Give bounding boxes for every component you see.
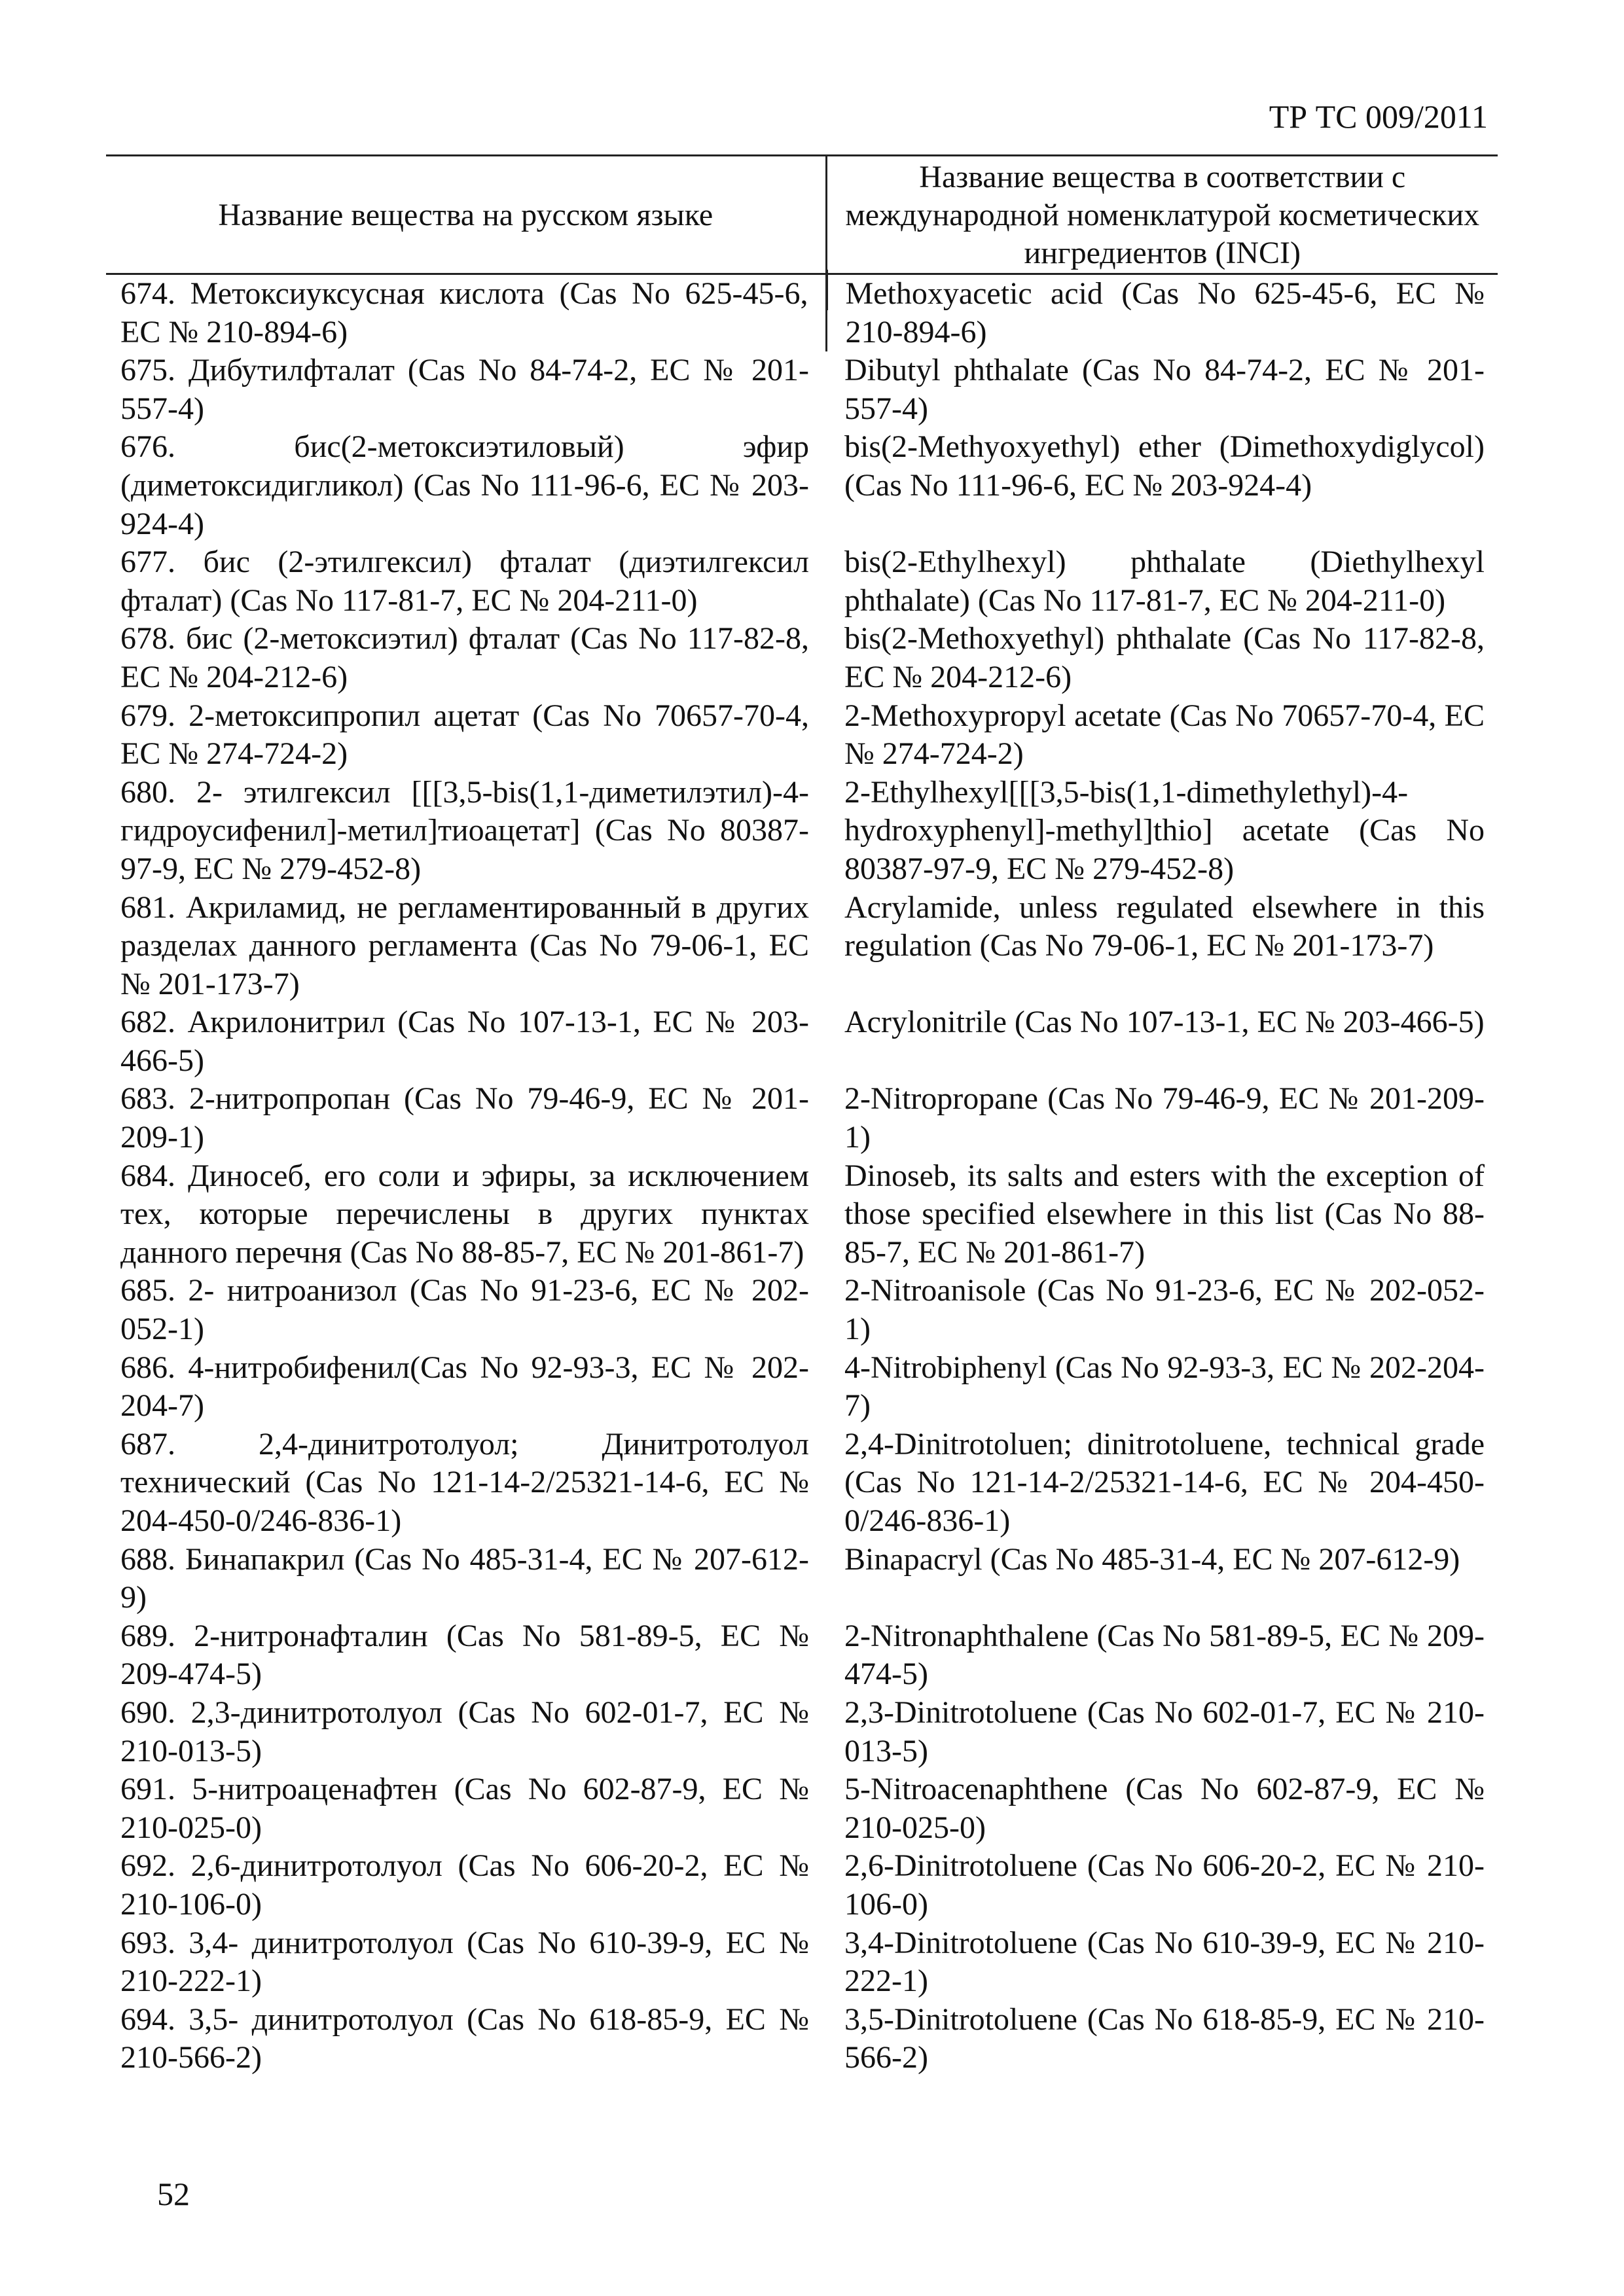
substances-table-container [106, 154, 1498, 2077]
substance-name-inci: 2,4-Dinitrotoluen; dinitrotoluene, technical grade (Cas No 121-14-2/25321-14-6, ЕС № 204-450-0/246-836-1) [844, 1426, 1485, 1538]
table-row [106, 889, 1498, 1004]
page-number: 52 [157, 2176, 190, 2212]
substance-name-russian: 690. 2,3-динитротолуол (Cas No 602-01-7, ЕС № 210-013-5) [120, 1695, 809, 1768]
table-row [106, 1924, 1498, 2001]
table-row [106, 620, 1498, 696]
table-row [106, 1541, 1498, 1617]
substance-name-russian: 685. 2- нитроанизол (Cas No 91-23-6, ЕС № 202-052-1) [120, 1273, 809, 1347]
table-row [106, 1003, 1498, 1080]
substance-name-russian: 678. бис (2-метоксиэтил) фталат (Cas No 117-82-8, ЕС № 204-212-6) [120, 621, 809, 694]
table-row [106, 1617, 1498, 1694]
substance-name-russian: 679. 2-метоксипропил ацетат (Cas No 70657-70-4, ЕС № 274-724-2) [120, 698, 809, 772]
table-row [106, 1157, 1498, 1272]
substance-name-inci: 2-Nitropropane (Cas No 79-46-9, ЕС № 201-209-1) [844, 1081, 1485, 1155]
substance-name-inci: 3,5-Dinitrotoluene (Cas No 618-85-9, ЕС № 210-566-2) [844, 2001, 1485, 2075]
table-row [106, 1080, 1498, 1157]
substance-name-inci: 4-Nitrobiphenyl (Cas No 92-93-3, ЕС № 202-204-7) [844, 1350, 1485, 1424]
table-row [106, 1847, 1498, 1924]
table-row [106, 1694, 1498, 1770]
table-row [106, 774, 1498, 889]
column-header-inci: Название вещества в соответствии с международной номенклатурой косметических ингредиентов (INCI) [845, 160, 1480, 270]
substance-name-russian: 694. 3,5- динитротолуол (Cas No 618-85-9, ЕС № 210-566-2) [120, 2001, 809, 2075]
document-number: ТР ТС 009/2011 [1269, 98, 1488, 135]
table-row [106, 1770, 1498, 1847]
substance-name-inci: 2-Ethylhexyl[[[3,5-bis(1,1-dimethylethyl)-4-hydroxyphenyl]-methyl]thio] acetate (Cas No 80387-97-9, ЕС № 279-452-8) [844, 774, 1485, 886]
table-row [106, 697, 1498, 774]
table-row [106, 2001, 1498, 2077]
substance-name-inci: Binapacryl (Cas No 485-31-4, ЕС № 207-612-9) [844, 1541, 1460, 1577]
substance-name-russian: 681. Акриламид, не регламентированный в других разделах данного регламента (Cas No 79-06-1, ЕС № 201-173-7) [120, 889, 809, 1001]
table-body [106, 274, 1498, 2077]
substance-name-inci: bis(2-Ethylhexyl) phthalate (Diethylhexyl phthalate) (Cas No 117-81-7, ЕС № 204-211-0) [844, 545, 1485, 618]
substance-name-inci: Acrylamide, unless regulated elsewhere in this regulation (Cas No 79-06-1, ЕС № 201-173-7) [844, 889, 1485, 963]
substance-name-inci: 2,6-Dinitrotoluene (Cas No 606-20-2, ЕС № 210-106-0) [844, 1848, 1485, 1922]
substance-name-russian: 682. Акрилонитрил (Cas No 107-13-1, ЕС № 203-466-5) [120, 1005, 809, 1078]
substances-table [106, 154, 1498, 2077]
substance-name-russian: 674. Метоксиуксусная кислота (Cas No 625-45-6, ЕС № 210-894-6) [106, 274, 826, 352]
substance-name-inci: Dibutyl phthalate (Cas No 84-74-2, ЕС № 201-557-4) [844, 353, 1485, 426]
substance-name-inci: 3,4-Dinitrotoluene (Cas No 610-39-9, ЕС № 210-222-1) [844, 1925, 1485, 1999]
substance-name-inci: 2-Methoxypropyl acetate (Cas No 70657-70-4, ЕС № 274-724-2) [844, 698, 1485, 772]
substance-name-inci: bis(2-Methoxyethyl) phthalate (Cas No 117-82-8, ЕС № 204-212-6) [844, 621, 1485, 694]
substance-name-russian: 689. 2-нитронафталин (Cas No 581-89-5, ЕС № 209-474-5) [120, 1618, 809, 1692]
table-row [106, 1272, 1498, 1348]
substance-name-russian: 676. бис(2-метоксиэтиловый) эфир (диметоксидигликол) (Cas No 111-96-6, ЕС № 203-924-4) [120, 429, 809, 541]
substance-name-inci: 2-Nitronaphthalene (Cas No 581-89-5, ЕС № 209-474-5) [844, 1618, 1485, 1692]
table-row [106, 1349, 1498, 1426]
table-row [106, 1426, 1498, 1541]
substance-name-inci: Acrylonitrile (Cas No 107-13-1, ЕС № 203-466-5) [844, 1005, 1485, 1040]
substance-name-russian: 684. Диносеб, его соли и эфиры, за исключением тех, которые перечислены в других пунктах данного перечня (Cas No 88-85-7, ЕС № 201-861-7) [120, 1158, 809, 1270]
column-divider [826, 270, 828, 310]
substance-name-russian: 686. 4-нитробифенил(Cas No 92-93-3, ЕС № 202-204-7) [120, 1350, 809, 1424]
substance-name-russian: 688. Бинапакрил (Cas No 485-31-4, ЕС № 207-612-9) [120, 1541, 809, 1615]
table-row [106, 428, 1498, 543]
substance-name-russian: 680. 2- этилгексил [[[3,5-bis(1,1-диметилэтил)-4-гидроусифенил]-метил]тиоацетат] (Cas No 80387-97-9, ЕС № 279-452-8) [120, 774, 809, 886]
substance-name-russian: 687. 2,4-динитротолуол; Динитротолуол технический (Cas No 121-14-2/25321-14-6, ЕС № 204-450-0/246-836-1) [120, 1426, 809, 1538]
table-row [106, 274, 1498, 352]
substance-name-inci: 2,3-Dinitrotoluene (Cas No 602-01-7, ЕС № 210-013-5) [844, 1695, 1485, 1768]
substance-name-inci: Dinoseb, its salts and esters with the exception of those specified elsewhere in this list (Cas No 88-85-7, ЕС № 201-861-7) [844, 1158, 1485, 1270]
substance-name-inci: 2-Nitroanisole (Cas No 91-23-6, ЕС № 202-052-1) [844, 1273, 1485, 1347]
table-header-row [106, 156, 1498, 274]
substance-name-inci: Methoxyacetic acid (Cas No 625-45-6, ЕС № 210-894-6) [845, 276, 1485, 350]
substance-name-russian: 692. 2,6-динитротолуол (Cas No 606-20-2, ЕС № 210-106-0) [120, 1848, 809, 1922]
substance-name-inci: 5-Nitroacenaphthene (Cas No 602-87-9, ЕС № 210-025-0) [844, 1772, 1485, 1845]
substance-name-russian: 691. 5-нитроаценафтен (Cas No 602-87-9, ЕС № 210-025-0) [120, 1772, 809, 1845]
substance-name-russian: 675. Дибутилфталат (Cas No 84-74-2, ЕС № 201-557-4) [120, 353, 809, 426]
table-row [106, 351, 1498, 428]
substance-name-russian: 693. 3,4- динитротолуол (Cas No 610-39-9, ЕС № 210-222-1) [120, 1925, 809, 1999]
substance-name-russian: 677. бис (2-этилгексил) фталат (диэтилгексил фталат) (Cas No 117-81-7, ЕС № 204-211-0) [120, 545, 809, 618]
column-header-russian: Название вещества на русском языке [106, 156, 826, 274]
substance-name-inci: bis(2-Methyoxyethyl) ether (Dimethoxydiglycol) (Cas No 111-96-6, ЕС № 203-924-4) [844, 429, 1485, 503]
substance-name-russian: 683. 2-нитропропан (Cas No 79-46-9, ЕС № 201-209-1) [120, 1081, 809, 1155]
table-row [106, 543, 1498, 620]
